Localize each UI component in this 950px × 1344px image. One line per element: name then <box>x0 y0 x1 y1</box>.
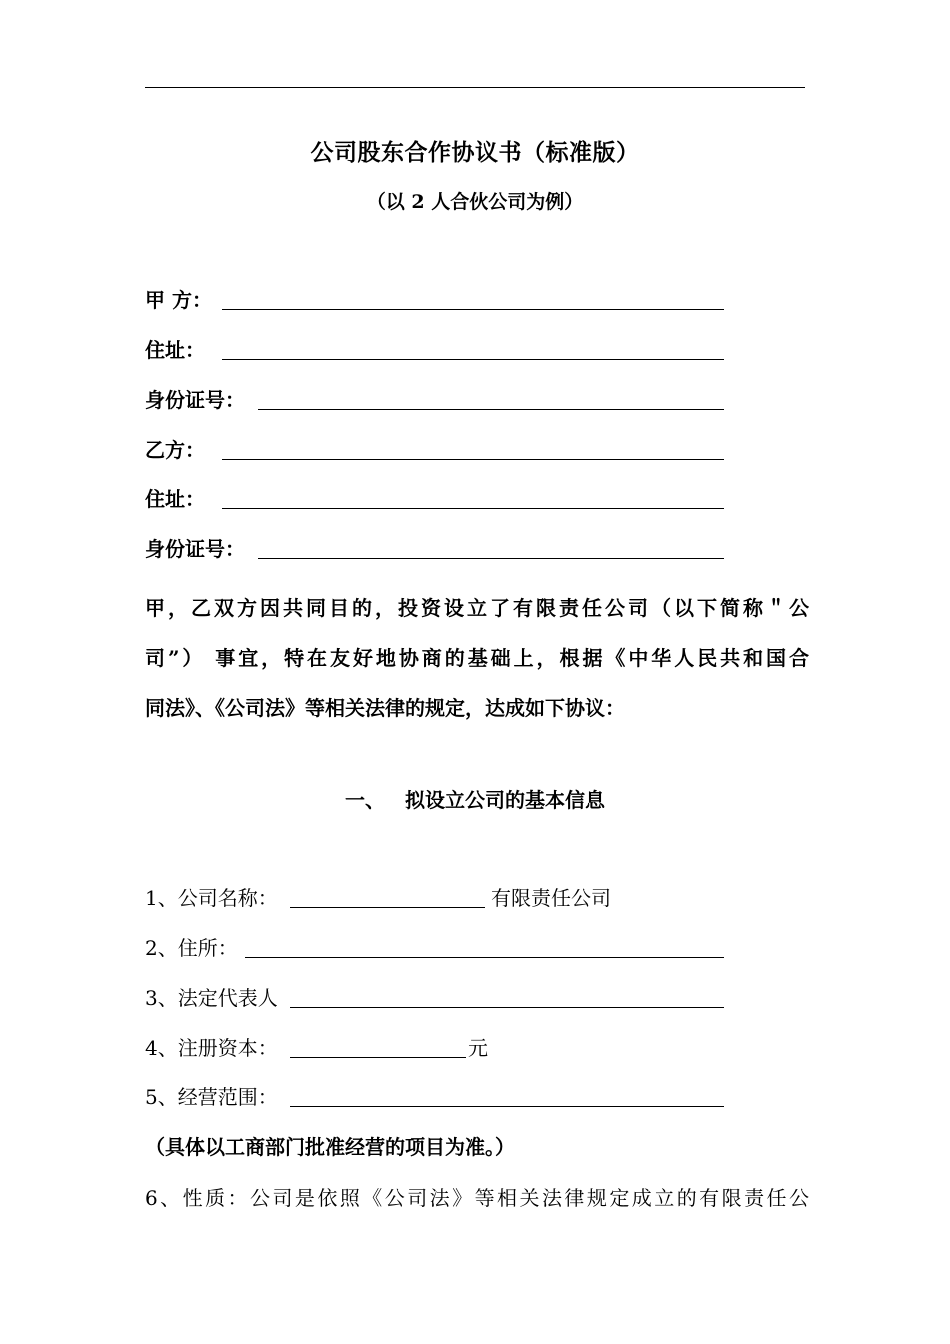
section-1-number: 一、 <box>345 788 385 812</box>
party-a-name-row <box>145 285 735 315</box>
party-b-address-row <box>145 484 735 514</box>
party-a-id-row <box>145 385 735 415</box>
legal-rep-blank[interactable] <box>290 1007 724 1008</box>
header-rule <box>145 87 805 88</box>
capital-blank[interactable] <box>290 1057 466 1058</box>
clause-company-name-label: 1、公司名称： <box>145 886 278 910</box>
clause-address-row <box>145 933 735 963</box>
party-a-address-label: 住址： <box>145 338 205 362</box>
section-1-heading <box>0 784 950 813</box>
party-a-address-row <box>145 335 735 365</box>
company-address-blank[interactable] <box>245 957 724 958</box>
party-a-address-blank[interactable] <box>222 359 724 360</box>
intro-line: 同法》、《公司法》等相关法律的规定，达成如下协议： <box>145 696 625 720</box>
document-subtitle: （以 2 人合伙公司为例） <box>366 191 584 213</box>
section-1-title: 拟设立公司的基本信息 <box>405 788 605 812</box>
clause-address-label: 2、住所： <box>145 936 238 960</box>
party-b-id-row <box>145 534 735 564</box>
scope-note: （具体以工商部门批准经营的项目为准。） <box>145 1135 515 1159</box>
document-title: 公司股东合作协议书（标准版） <box>310 139 640 166</box>
clause-legal-rep-row <box>145 983 735 1013</box>
party-b-name-label: 乙方： <box>145 438 205 462</box>
intro-line: 甲，乙双方因共同目的，投资设立了有限责任公司（以下简称＂公 <box>145 596 809 620</box>
party-b-id-blank[interactable] <box>258 558 724 559</box>
party-a-id-label: 身份证号： <box>145 388 245 412</box>
party-a-id-blank[interactable] <box>258 409 724 410</box>
party-b-name-row <box>145 435 735 465</box>
clause-scope-row <box>145 1082 735 1112</box>
party-a-name-label: 甲 方： <box>145 288 212 312</box>
capital-suffix: 元 <box>468 1036 488 1060</box>
party-b-address-label: 住址： <box>145 487 205 511</box>
party-b-name-blank[interactable] <box>222 459 724 460</box>
company-name-blank[interactable] <box>290 907 485 908</box>
party-b-address-blank[interactable] <box>222 508 724 509</box>
clause-capital-row <box>145 1033 645 1063</box>
company-name-suffix: 有限责任公司 <box>491 886 611 910</box>
party-b-id-label: 身份证号： <box>145 537 245 561</box>
party-a-name-blank[interactable] <box>222 309 724 310</box>
business-scope-blank[interactable] <box>290 1106 724 1107</box>
clause-capital-label: 4、注册资本： <box>145 1036 278 1060</box>
clause-nature: 6、性质：公司是依照《公司法》等相关法律规定成立的有限责任公 <box>145 1186 809 1210</box>
clause-legal-rep-label: 3、法定代表人 <box>145 986 278 1010</box>
intro-paragraph <box>145 583 809 733</box>
clause-company-name-row <box>145 883 745 913</box>
intro-line: 司”） 事宜，特在友好地协商的基础上，根据《中华人民共和国合 <box>145 646 809 670</box>
clause-scope-label: 5、经营范围： <box>145 1085 278 1109</box>
